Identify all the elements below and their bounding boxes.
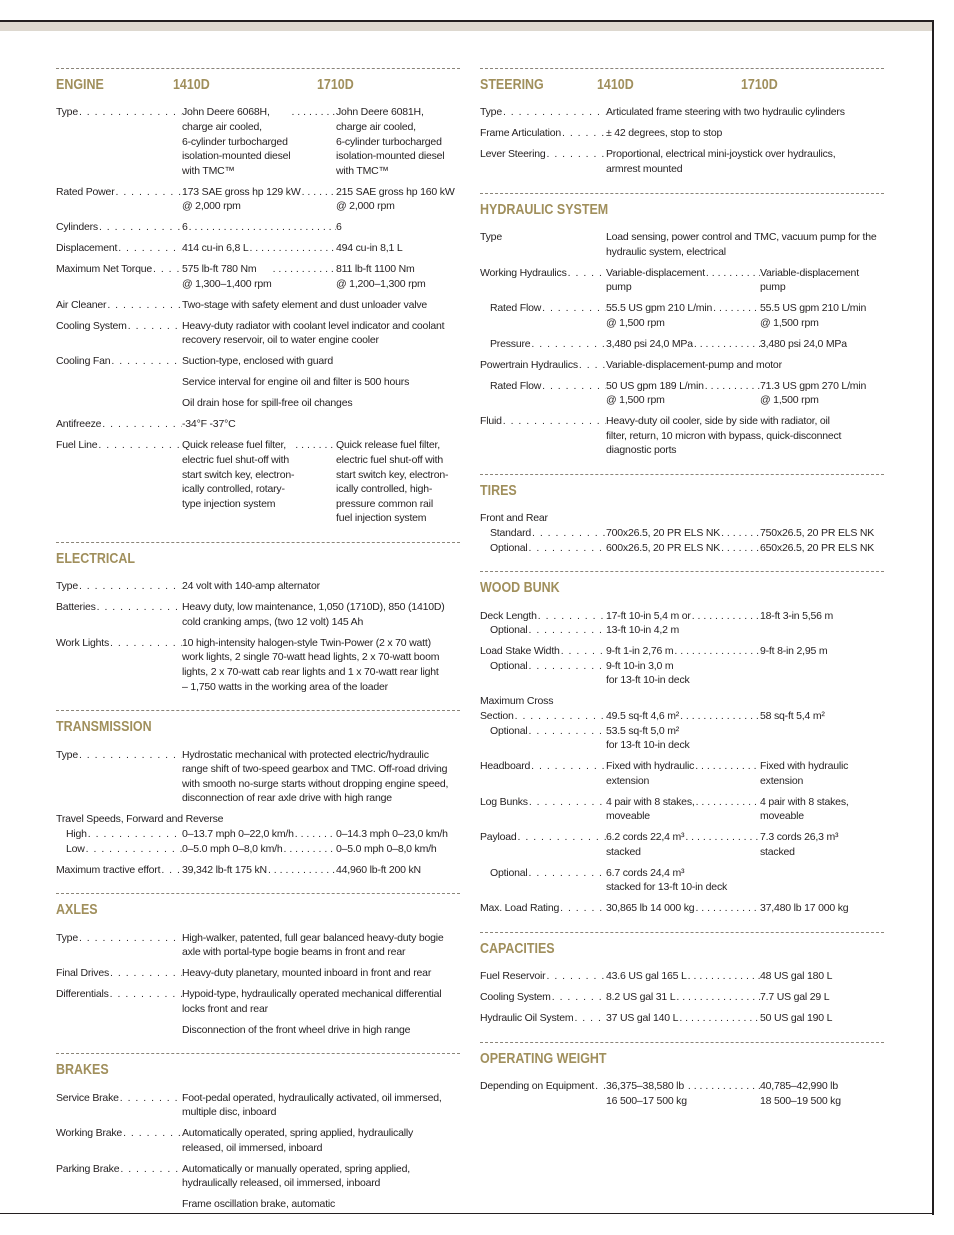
spec-label: Max. Load Rating . . . (480, 901, 606, 916)
spec-value-model-2: 215 SAE gross hp 160 kW @ 2,000 rpm (336, 185, 455, 213)
spec-value-model-2: 650x26.5, 20 PR ELS NK (760, 541, 875, 554)
spec-row-maximum-tractive-effort (56, 863, 460, 878)
spec-row-blank (56, 396, 460, 411)
section-wood-bunk (480, 571, 884, 916)
spec-row-hydraulic-oil-system (480, 1011, 884, 1026)
section-axles (56, 893, 460, 1037)
spec-value-model-1: 17-ft 10-in 5,4 m or . . . (606, 609, 760, 624)
spec-row-parking-brake (56, 1162, 460, 1191)
spec-row-load-stake-width (480, 644, 884, 659)
spec-value: Disconnection of the front wheel drive in high range (182, 1023, 411, 1036)
spec-value: High-walker, patented, full gear balanced heavy-duty bogie axle with portal-type bogie beams in front and rear (182, 931, 444, 959)
spec-value: Service interval for engine oil and filter is 500 hours (182, 376, 410, 389)
spec-row-type (56, 748, 460, 806)
spec-label: Rated Power . . . (56, 185, 182, 214)
spec-row-optional (480, 659, 884, 688)
spec-value-model-2: 494 cu-in 8,1 L (336, 242, 403, 255)
spec-value-model-2: 55.5 US gpm 210 L/min @ 1,500 rpm (760, 302, 867, 329)
spec-row-optional (480, 623, 884, 638)
section-title: HYDRAULIC SYSTEM (480, 201, 609, 218)
spec-label: Deck Length . . . (480, 609, 606, 624)
spec-value: Oil drain hose for spill-free oil changes (182, 397, 353, 410)
section-steering (480, 68, 884, 177)
spec-value-model-1: Fixed with hydraulic extension . . . (606, 759, 760, 788)
spec-value: Load sensing, power control and TMC, vacuum pump for the hydraulic system, electrical (606, 230, 877, 258)
spec-value: 53.5 sq-ft 5,0 m² for 13-ft 10-in deck (606, 724, 690, 752)
spec-row-type (480, 105, 884, 120)
spec-row-optional (480, 866, 884, 895)
section-header (56, 77, 460, 99)
spec-label: Antifreeze . . . (56, 417, 182, 432)
spec-row-differentials (56, 987, 460, 1016)
spec-value-model-1: John Deere 6068H, charge air cooled, 6-cylinder turbocharged isolation-mounted diesel with TMC™ . . . (182, 105, 336, 178)
spec-value: Hydrostatic mechanical with protected electric/hydraulic range shift of two-speed gearbox and TMC. Off-road driving with smooth no-surge starts without dropping engine speed, disconnection of rear axle drive with high range (182, 748, 449, 805)
spec-row-fluid (480, 414, 884, 458)
model-heading-2: 1710D (316, 77, 354, 93)
section-title: CAPACITIES (480, 940, 555, 957)
spec-row-antifreeze (56, 417, 460, 432)
spec-label: Final Drives . . . (56, 966, 182, 981)
spec-value-model-2: 50 US gal 190 L (760, 1012, 833, 1025)
spec-row-front-and-rear (480, 511, 884, 526)
section-title: AXLES (56, 902, 98, 919)
spec-row-cooling-system (480, 990, 884, 1005)
spec-row-headboard (480, 759, 884, 788)
spec-label: Depending on Equipment . . . (480, 1079, 606, 1108)
spec-value-model-1: 49.5 sq-ft 4,6 m² . . . (606, 709, 760, 724)
spec-value-model-2: 37,480 lb 17 000 kg (760, 902, 849, 915)
spec-value: Automatically or manually operated, spring applied, hydraulically released, oil immersed, inboard (182, 1162, 410, 1190)
spec-value-model-1: 0–5.0 mph 0–8,0 km/h . . . (182, 842, 336, 857)
spec-value-model-1: 30,865 lb 14 000 kg . . . (606, 901, 760, 916)
spec-label: Working Hydraulics . . . (480, 266, 606, 295)
spec-value-model-2: 9-ft 8-in 2,95 m (760, 645, 828, 658)
spec-value: 24 volt with 140-amp alternator (182, 580, 320, 593)
spec-label (56, 1197, 182, 1212)
spec-label (56, 375, 182, 390)
spec-row-rated-flow (480, 379, 884, 408)
spec-value-model-1: 6 . . . (182, 220, 336, 235)
spec-row-blank (56, 1023, 460, 1038)
spec-label (56, 1023, 182, 1038)
spec-label: Travel Speeds, Forward and Reverse (56, 813, 224, 826)
spec-label: Service Brake . . . (56, 1091, 182, 1120)
spec-label: Hydraulic Oil System . . . (480, 1011, 606, 1026)
spec-value: Heavy-duty radiator with coolant level indicator and coolant recovery reservoir, oil to water engine cooler (182, 319, 445, 347)
spec-label: Section . . . (480, 709, 606, 724)
spec-value-model-1: 700x26.5, 20 PR ELS NK . . . (606, 526, 760, 541)
spec-row-working-hydraulics (480, 266, 884, 295)
spec-value: Heavy-duty planetary, mounted inboard in front and rear (182, 967, 432, 980)
spec-row-travel-speeds-forward-and-reverse (56, 812, 460, 827)
spec-label: Optional . . . (480, 541, 606, 556)
spec-value-model-2: 48 US gal 180 L (760, 970, 833, 983)
spec-row-working-brake (56, 1126, 460, 1155)
spec-row-blank (56, 375, 460, 390)
spec-value-model-2: 750x26.5, 20 PR ELS NK (760, 526, 875, 539)
spec-value-model-2: Quick release fuel filter, electric fuel shut-off with start switch key, electron- ically controlled, high- pressure common rail fuel injection system (336, 439, 449, 525)
spec-row-pressure (480, 337, 884, 352)
spec-label: Parking Brake . . . (56, 1162, 182, 1191)
spec-label: Payload . . . (480, 830, 606, 859)
spec-value: Hypoid-type, hydraulically operated mechanical differential locks front and rear (182, 988, 442, 1015)
spec-row-log-bunks (480, 795, 884, 824)
spec-value-model-2: Variable-displacement pump (760, 266, 859, 294)
section-title: ELECTRICAL (56, 550, 135, 567)
spec-value: 6.7 cords 24,4 m³ stacked for 13-ft 10-in deck (606, 866, 728, 894)
spec-label: Powertrain Hydraulics . . . (480, 358, 606, 373)
spec-row-section (480, 709, 884, 724)
spec-label: Log Bunks . . . (480, 795, 606, 824)
spec-label: Type (480, 230, 502, 243)
model-heading-1: 1410D (597, 77, 635, 93)
spec-label: Air Cleaner . . . (56, 298, 182, 313)
spec-label: Displacement . . . (56, 241, 182, 256)
section-engine (56, 68, 460, 526)
section-brakes (56, 1053, 460, 1212)
spec-value-model-1: 39,342 lb-ft 175 kN . . . (182, 863, 336, 878)
spec-row-final-drives (56, 966, 460, 981)
spec-value-model-2: John Deere 6081H, charge air cooled, 6-cylinder turbocharged isolation-mounted diesel with TMC™ (336, 106, 445, 177)
spec-value-model-1: 173 SAE gross hp 129 kW @ 2,000 rpm . . . (182, 185, 336, 214)
spec-value: Foot-pedal operated, hydraulically activated, oil immersed, multiple disc, inboard (182, 1091, 442, 1119)
spec-value: Frame oscillation brake, automatic (182, 1198, 336, 1211)
spec-value-model-1: 43.6 US gal 165 L . . . (606, 969, 760, 984)
spec-value-model-2: 0–5.0 mph 0–8,0 km/h (336, 842, 437, 855)
spec-label: Maximum tractive effort . . . (56, 863, 182, 878)
spec-value-model-1: 36,375–38,580 lb 16 500–17 500 kg . . . (606, 1079, 760, 1108)
spec-value: ± 42 degrees, stop to stop (606, 127, 723, 140)
spec-row-payload (480, 830, 884, 859)
spec-label: Fuel Line . . . (56, 438, 182, 526)
section-header (56, 902, 460, 924)
spec-row-optional (480, 724, 884, 753)
spec-label: Maximum Net Torque . . . (56, 262, 182, 291)
spec-label: Work Lights . . . (56, 636, 182, 694)
spec-label: High . . . (56, 827, 182, 842)
section-header (480, 483, 884, 505)
spec-label: Type . . . (56, 748, 182, 806)
spec-row-batteries (56, 600, 460, 629)
spec-label: Front and Rear (480, 512, 548, 525)
spec-value: Suction-type, enclosed with guard (182, 355, 333, 368)
spec-label: Cylinders . . . (56, 220, 182, 235)
spec-label: Cooling Fan . . . (56, 354, 182, 369)
section-header (480, 202, 884, 224)
spec-row-type (56, 105, 460, 178)
model-heading-1: 1410D (173, 77, 211, 93)
spec-value-model-2: 0–14.3 mph 0–23,0 km/h (336, 828, 448, 841)
spec-label: Cooling System . . . (480, 990, 606, 1005)
spec-row-rated-power (56, 185, 460, 214)
section-header (56, 1062, 460, 1084)
section-operating-weight (480, 1042, 884, 1109)
spec-value-model-1: 50 US gpm 189 L/min @ 1,500 rpm . . . (606, 379, 760, 408)
spec-value-model-1: 4 pair with 8 stakes, moveable . . . (606, 795, 760, 824)
spec-label: Working Brake . . . (56, 1126, 182, 1155)
spec-value-model-2: 7.3 cords 26,3 m³ stacked (760, 831, 839, 858)
section-electrical (56, 542, 460, 694)
spec-label: Differentials . . . (56, 987, 182, 1016)
spec-label: Pressure . . . (480, 337, 606, 352)
spec-value: Variable-displacement-pump and motor (606, 358, 782, 371)
spec-value-model-1: 3,480 psi 24,0 MPa . . . (606, 337, 760, 352)
spec-value-model-1: 55.5 US gpm 210 L/min @ 1,500 rpm . . . (606, 301, 760, 330)
right-border (932, 20, 934, 1215)
spec-label: Batteries . . . (56, 600, 182, 629)
spec-label: Type . . . (56, 931, 182, 960)
spec-row-type (480, 230, 884, 259)
spec-value: 10 high-intensity halogen-style Twin-Power (2 x 70 watt) work lights, 2 single 70-watt head lights, 2 x 70-watt boom lights, 2 x 70-watt cab rear lights and 1 x 70-watt rear light – 1,750 watts in the working area of the loader (182, 636, 440, 693)
spec-row-blank (56, 1197, 460, 1212)
spec-row-optional (480, 541, 884, 556)
spec-value: -34°F -37°C (182, 418, 236, 431)
spec-row-high (56, 827, 460, 842)
spec-value: Proportional, electrical mini-joystick over hydraulics, armrest mounted (606, 148, 836, 175)
spec-value-model-1: 414 cu-in 6,8 L . . . (182, 241, 336, 256)
spec-value-model-2: 18-ft 3-in 5,56 m (760, 609, 834, 622)
spec-value-model-1: Variable-displacement pump . . . (606, 266, 760, 295)
spec-value: Heavy-duty oil cooler, side by side with radiator, oil filter, return, 10 micron with bypass, quick-disconnect diagnostic ports (606, 415, 842, 457)
spec-label: Optional . . . (480, 623, 606, 638)
spec-row-fuel-reservoir (480, 969, 884, 984)
spec-value-model-2: Fixed with hydraulic extension (760, 760, 849, 787)
spec-label: Load Stake Width . . . (480, 644, 606, 659)
spec-row-maximum-cross (480, 694, 884, 709)
spec-row-work-lights (56, 636, 460, 694)
spec-value-model-2: 58 sq-ft 5,4 m² (760, 709, 825, 722)
section-header (56, 719, 460, 741)
spec-value-model-1: 575 lb-ft 780 Nm @ 1,300–1,400 rpm . . . (182, 262, 336, 291)
spec-value-model-2: 7.7 US gal 29 L (760, 991, 830, 1004)
spec-value-model-1: 600x26.5, 20 PR ELS NK . . . (606, 541, 760, 556)
spec-value-model-2: 811 lb-ft 1100 Nm @ 1,200–1,300 rpm (336, 263, 426, 290)
spec-label: Optional . . . (480, 724, 606, 753)
spec-value: Two-stage with safety element and dust unloader valve (182, 298, 428, 311)
spec-value: Heavy duty, low maintenance, 1,050 (1710D), 850 (1410D) cold cranking amps, (two 12 volt) 145 Ah (182, 601, 445, 628)
spec-label: Fuel Reservoir . . . (480, 969, 606, 984)
spec-row-lever-steering (480, 147, 884, 176)
spec-row-cylinders (56, 220, 460, 235)
spec-value-model-1: 8.2 US gal 31 L . . . (606, 990, 760, 1005)
spec-label: Type . . . (480, 105, 606, 120)
spec-value-model-2: 40,785–42,990 lb 18 500–19 500 kg (760, 1080, 841, 1107)
spec-row-air-cleaner (56, 298, 460, 313)
spec-value-model-1: 6.2 cords 22,4 m³ stacked . . . (606, 830, 760, 859)
section-title: STEERING (480, 77, 544, 93)
spec-value: 9-ft 10-in 3,0 m for 13-ft 10-in deck (606, 659, 690, 687)
section-header (480, 580, 884, 602)
spec-value-model-1: 0–13.7 mph 0–22,0 km/h . . . (182, 827, 336, 842)
section-title: ENGINE (56, 77, 104, 93)
section-tires (480, 474, 884, 555)
spec-label: Rated Flow . . . (480, 379, 606, 408)
spec-value-model-2: 3,480 psi 24,0 MPa (760, 337, 847, 350)
spec-label: Optional . . . (480, 866, 606, 895)
spec-value-model-2: 71.3 US gpm 270 L/min @ 1,500 rpm (760, 379, 867, 407)
spec-row-deck-length (480, 609, 884, 624)
section-title: OPERATING WEIGHT (480, 1050, 607, 1067)
spec-value: Automatically operated, spring applied, hydraulically released, oil immersed, inboard (182, 1127, 414, 1154)
spec-value-model-1: 9-ft 1-in 2,76 m . . . (606, 644, 760, 659)
spec-value-model-1: Quick release fuel filter, electric fuel shut-off with start switch key, electron- ically controlled, rotary- type injection system . . . (182, 438, 336, 526)
section-capacities (480, 932, 884, 1026)
spec-label: Optional . . . (480, 659, 606, 688)
spec-row-frame-articulation (480, 126, 884, 141)
spec-row-standard (480, 526, 884, 541)
section-header (480, 1051, 884, 1073)
spec-row-low (56, 842, 460, 857)
header-band (0, 22, 932, 31)
spec-value-model-1: 37 US gal 140 L . . . (606, 1011, 760, 1026)
section-title: TIRES (480, 483, 517, 499)
spec-row-rated-flow (480, 301, 884, 330)
spec-value: 13-ft 10-in 4,2 m (606, 624, 680, 637)
spec-label: Headboard . . . (480, 759, 606, 788)
spec-row-type (56, 579, 460, 594)
spec-row-type (56, 931, 460, 960)
spec-row-powertrain-hydraulics (480, 358, 884, 373)
spec-label (56, 396, 182, 411)
spec-row-displacement (56, 241, 460, 256)
section-title: BRAKES (56, 1062, 109, 1079)
spec-label: Fluid . . . (480, 414, 606, 458)
spec-row-maximum-net-torque (56, 262, 460, 291)
spec-label: Cooling System . . . (56, 319, 182, 348)
model-heading-2: 1710D (740, 77, 778, 93)
section-header (480, 77, 884, 99)
spec-row-max-load-rating (480, 901, 884, 916)
spec-value: Articulated frame steering with two hydraulic cylinders (606, 106, 845, 119)
spec-label: Lever Steering . . . (480, 147, 606, 176)
section-title: TRANSMISSION (56, 719, 152, 736)
spec-value-model-2: 6 (336, 221, 342, 234)
section-transmission (56, 710, 460, 877)
spec-label: Frame Articulation . . . (480, 126, 606, 141)
spec-row-cooling-system (56, 319, 460, 348)
spec-row-fuel-line (56, 438, 460, 526)
spec-label: Type . . . (56, 579, 182, 594)
spec-row-service-brake (56, 1091, 460, 1120)
spec-label: Rated Flow . . . (480, 301, 606, 330)
section-title: WOOD BUNK (480, 580, 560, 597)
spec-row-cooling-fan (56, 354, 460, 369)
left-column (56, 68, 460, 1228)
spec-row-depending-on-equipment (480, 1079, 884, 1108)
spec-value-model-2: 44,960 lb-ft 200 kN (336, 863, 421, 876)
right-column (480, 68, 884, 1125)
spec-label: Low . . . (56, 842, 182, 857)
section-header (480, 941, 884, 963)
spec-value-model-2: 4 pair with 8 stakes, moveable (760, 795, 849, 823)
section-header (56, 551, 460, 573)
spec-label: Standard . . . (480, 526, 606, 541)
section-hydraulic-system (480, 193, 884, 458)
spec-label: Maximum Cross (480, 695, 554, 708)
spec-label: Type . . . (56, 105, 182, 178)
